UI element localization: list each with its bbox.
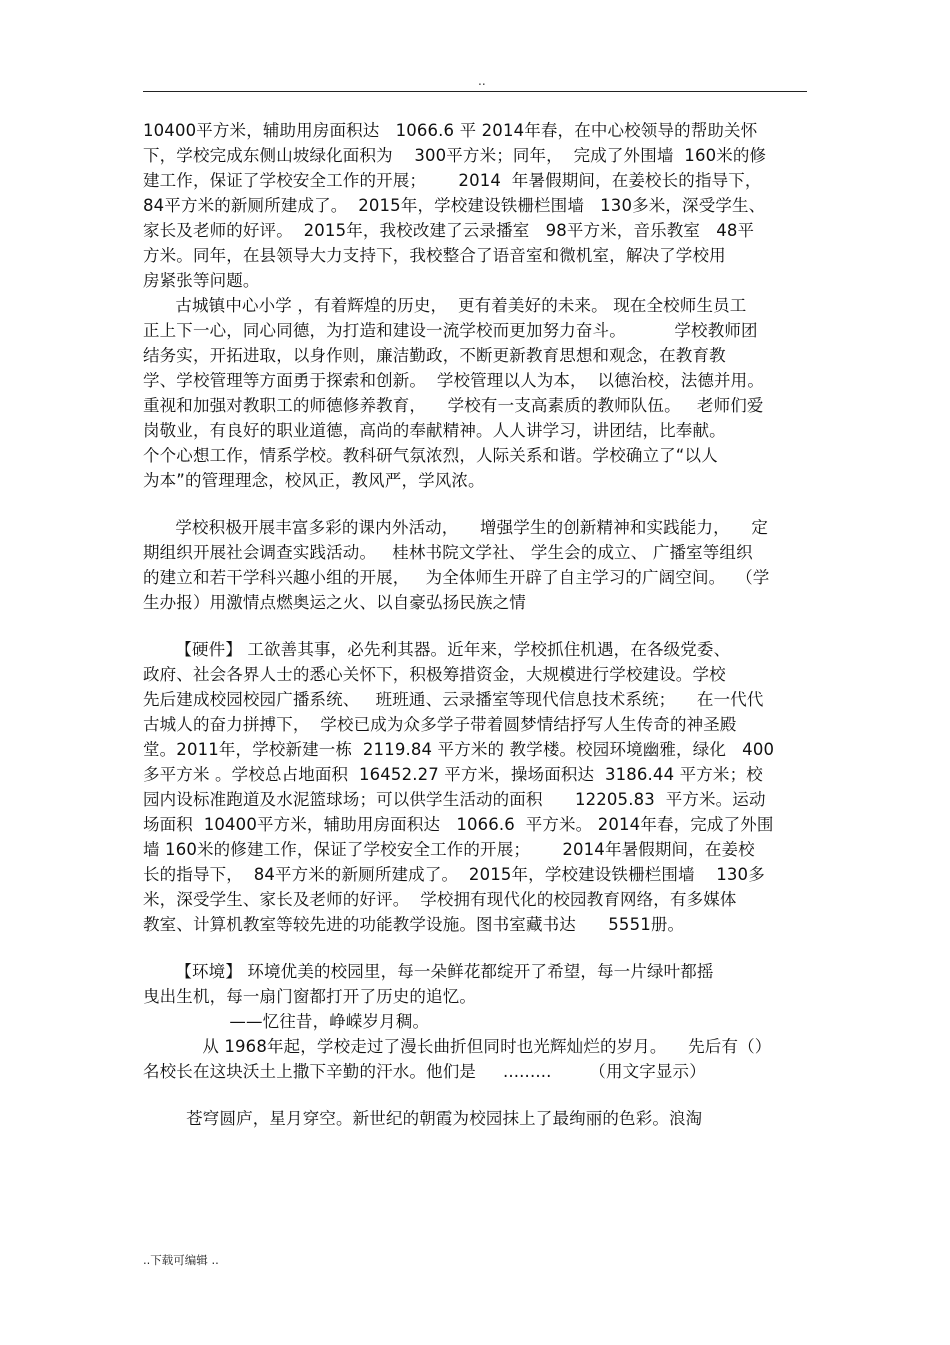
text-line: 米，深受学生、家长及老师的好评。 学校拥有现代化的校园教育网络，有多媒体 [143,890,737,909]
paragraph-gap [143,1084,809,1106]
paragraph [143,959,809,1084]
text-line: 重视和加强对教职工的师德修养教育， 学校有一支高素质的教师队伍。 老师们爱 [143,396,764,415]
text-line: 生办报）用激情点燃奥运之火、以自豪弘扬民族之情 [143,593,526,612]
text-line: 10400平方米，辅助用房面积达 1066.6 平 2014年春，在中心校领导的帮助关怀 [143,121,758,140]
text-line: 家长及老师的好评。 2015年，我校改建了云录播室 98平方米，音乐教室 48平 [143,221,755,240]
text-line: 84平方米的新厕所建成了。 2015年，学校建设铁栅栏围墙 130多米，深受学生、 [143,196,766,215]
text-line: 古城镇中心小学 ，有着辉煌的历史， 更有着美好的未来。 现在全校师生员工 [143,296,747,315]
text-line: 场面积 10400平方米，辅助用房面积达 1066.6 平方米。 2014年春，完成了外围 [143,815,774,834]
paragraph-gap [143,493,809,515]
text-line: 曳出生机，每一扇门窗都打开了历史的追忆。 [143,987,476,1006]
text-line: 多平方米 。学校总占地面积 16452.27 平方米，操场面积达 3186.44 平方米；校 [143,765,763,784]
text-line: 【硬件】 工欲善其事，必先利其器。近年来，学校抓住机遇，在各级党委、 [143,640,731,659]
text-line: 的建立和若干学科兴趣小组的开展， 为全体师生开辟了自主学习的广阔空间。 （学 [143,568,770,587]
text-line: 苍穹圆庐，星月穿空。新世纪的朝霞为校园抹上了最绚丽的色彩。浪淘 [143,1109,703,1128]
paragraph [143,118,809,293]
text-line: 学、学校管理等方面勇于探索和创新。 学校管理以人为本， 以德治校，法德并用。 [143,371,764,390]
paragraph [143,515,809,615]
paragraph-gap [143,937,809,959]
paragraph [143,1106,809,1131]
text-line: 从 1968年起，学校走过了漫长曲折但同时也光辉灿烂的岁月。 先后有（） [143,1037,772,1056]
text-line: ——忆往昔，峥嵘岁月稠。 [143,1012,430,1031]
text-line: 正上下一心，同心同德，为打造和建设一流学校而更加努力奋斗。 学校教师团 [143,321,758,340]
text-line: 名校长在这块沃土上撒下辛勤的汗水。他们是 ......... （用文字显示） [143,1062,706,1081]
text-line: 建工作，保证了学校安全工作的开展； 2014 年暑假期间，在姜校长的指导下， [143,171,762,190]
text-line: 先后建成校园校园广播系统、 班班通、云录播室等现代信息技术系统； 在一代代 [143,690,764,709]
text-line: 园内设标准跑道及水泥篮球场；可以供学生活动的面积 12205.83 平方米。运动 [143,790,766,809]
header-rule [143,91,807,92]
footer-mark: ..下载可编辑 .. [143,1253,219,1267]
paragraph [143,293,809,493]
text-line: 学校积极开展丰富多彩的课内外活动， 增强学生的创新精神和实践能力， 定 [143,518,768,537]
text-line: 长的指导下， 84平方米的新厕所建成了。 2015年，学校建设铁栅栏围墙 130多 [143,865,765,884]
text-line: 古城人的奋力拼搏下， 学校已成为众多学子带着圆梦情结抒写人生传奇的神圣殿 [143,715,737,734]
text-line: 期组织开展社会调查实践活动。 桂林书院文学社、 学生会的成立、 广播室等组织 [143,543,753,562]
text-line: 下，学校完成东侧山坡绿化面积为 300平方米；同年， 完成了外围墙 160米的修 [143,146,767,165]
document-body [143,118,809,1131]
paragraph-gap [143,615,809,637]
text-line: 岗敬业，有良好的职业道德，高尚的奉献精神。人人讲学习，讲团结，比奉献。 [143,421,726,440]
text-line: 结务实，开拓进取，以身作则，廉洁勤政，不断更新教育思想和观念，在教育教 [143,346,726,365]
paragraph [143,637,809,937]
text-line: 墙 160米的修建工作，保证了学校安全工作的开展； 2014年暑假期间，在姜校 [143,840,755,859]
text-line: 【环境】 环境优美的校园里，每一朵鲜花都绽开了希望，每一片绿叶都摇 [143,962,714,981]
text-line: 堂。2011年，学校新建一栋 2119.84 平方米的 教学楼。校园环境幽雅，绿化 400 [143,740,775,759]
header-mark: .. [478,74,486,88]
text-line: 政府、社会各界人士的悉心关怀下，积极筹措资金，大规模进行学校建设。学校 [143,665,726,684]
text-line: 房紧张等问题。 [143,271,260,290]
text-line: 教室、计算机教室等较先进的功能教学设施。图书室藏书达 5551册。 [143,915,685,934]
text-line: 个个心想工作，情系学校。教科研气氛浓烈，人际关系和谐。学校确立了“以人 [143,446,718,465]
text-line: 为本”的管理理念，校风正，教风严，学风浓。 [143,471,485,490]
text-line: 方米。同年，在县领导大力支持下，我校整合了语音室和微机室，解决了学校用 [143,246,726,265]
